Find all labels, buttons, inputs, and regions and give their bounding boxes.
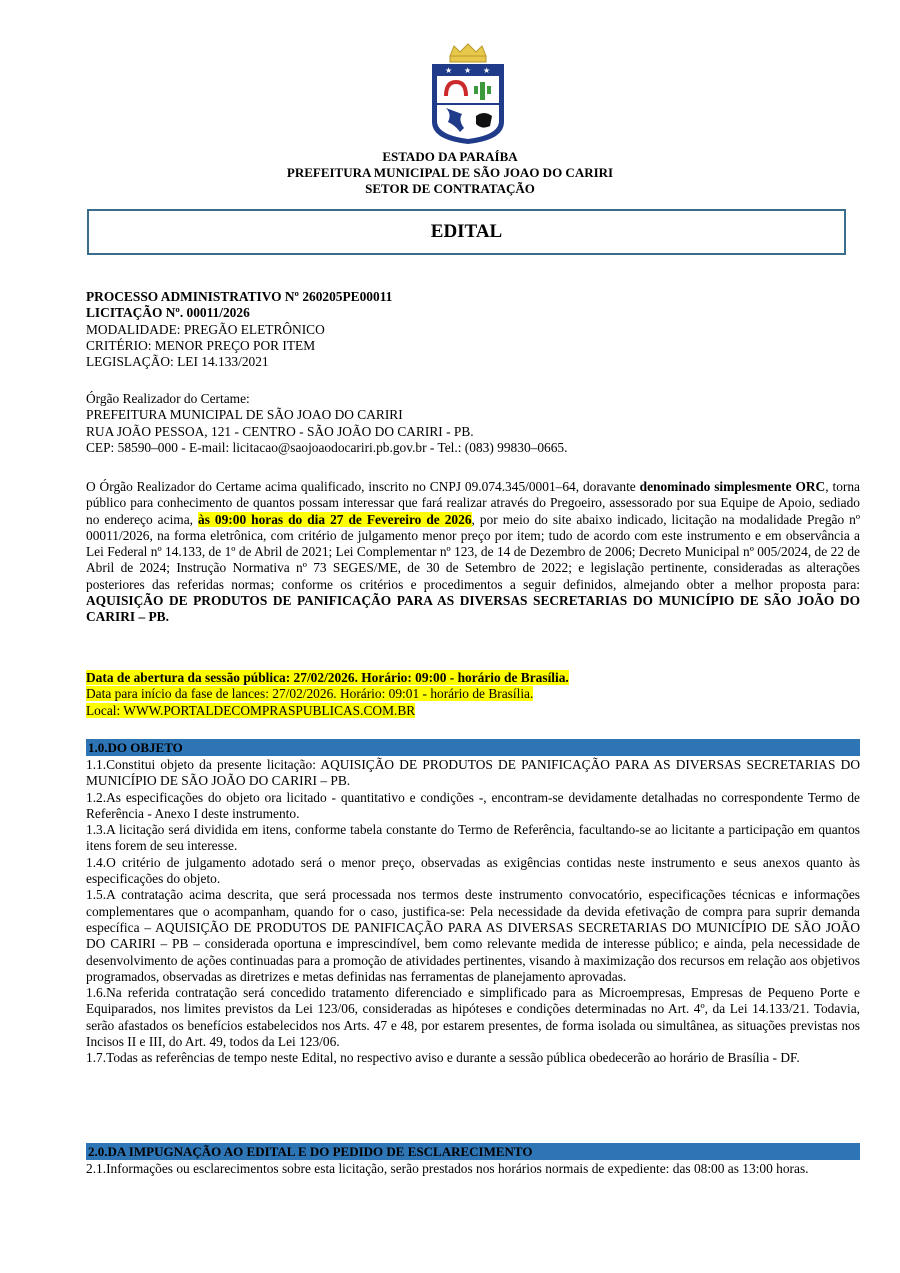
session-location: Local: WWW.PORTALDECOMPRASPUBLICAS.COM.BR	[86, 702, 416, 718]
legislacao: LEGISLAÇÃO: LEI 14.133/2021	[86, 354, 269, 370]
processo-number: PROCESSO ADMINISTRATIVO Nº 260205PE00011	[86, 289, 393, 304]
section-1-title: 1.0.DO OBJETO	[86, 739, 860, 756]
svg-text:★: ★	[464, 66, 472, 75]
edital-title: EDITAL	[87, 209, 846, 255]
orgao-contact: CEP: 58590–000 - E-mail: licitacao@saojoaodocariri.pb.gov.br - Tel.: (083) 99830–0665.	[86, 439, 568, 455]
orgao-info	[86, 391, 860, 456]
orgao-address: RUA JOÃO PESSOA, 121 - CENTRO - SÃO JOÃO DO CARIRI - PB.	[86, 423, 474, 439]
header-setor: SETOR DE CONTRATAÇÃO	[365, 181, 535, 196]
section-1-body	[86, 757, 860, 1067]
intro-bold-object: AQUISIÇÃO DE PRODUTOS DE PANIFICAÇÃO PARA AS DIVERSAS SECRETARIAS DO MUNICÍPIO DE SÃO JOÃO DO CARIRI – PB.	[86, 593, 860, 625]
svg-text:★: ★	[483, 66, 491, 75]
item-1-5: 1.5.A contratação acima descrita, que será processada nos termos deste instrumento convocatório, especificações técnicas e informações complementares que o acompanham, quando for o caso, justifica-se: Pela necessidade da devida efetivação de compra para suprir demanda específica – AQUISIÇÃO DE PRODUTOS DE PANIFICAÇÃO PARA AS DIVERSAS SECRETARIAS DO MUNICÍPIO DE SÃO JOÃO DO CARIRI – PB – considerada oportuna e imprescindível, bem como relevante medida de interesse público; e ainda, pela necessidade de desenvolvimento de ações continuadas para a promoção de atividades pertinentes, visando à maximização dos recursos em relação aos objetivos programados, observadas as diretrizes e metas definidas nas ferramentas de planejamento aprovadas.	[86, 887, 860, 984]
intro-bold-orc: denominado simplesmente ORC	[639, 479, 826, 494]
licitacao-number: LICITAÇÃO Nº. 00011/2026	[86, 305, 250, 321]
session-opening: Data de abertura da sessão pública: 27/02/2026. Horário: 09:00 - horário de Brasília.	[86, 670, 569, 685]
svg-text:★: ★	[445, 66, 453, 75]
header-prefeitura: PREFEITURA MUNICIPAL DE SÃO JOAO DO CARIRI	[286, 165, 614, 180]
intro-highlight-date: às 09:00 horas do dia 27 de Fevereiro de 2026	[198, 511, 472, 527]
intro-text-2: , torna público para conhecimento de quantos possam interessar que fará realizar através do Pregoeiro, assessorado por sua Equipe de Apoio, sediado no endereço acima,	[86, 479, 860, 527]
item-1-7: 1.7.Todas as referências de tempo neste Edital, no respectivo aviso e durante a sessão pública obedecerão ao horário de Brasília - DF.	[86, 1050, 800, 1066]
item-1-1: 1.1.Constitui objeto da presente licitação: AQUISIÇÃO DE PRODUTOS DE PANIFICAÇÃO PARA AS DIVERSAS SECRETARIAS DO MUNICÍPIO DE SÃO JOÃO DO CARIRI – PB.	[86, 757, 860, 789]
item-2-1: 2.1.Informações ou esclarecimentos sobre esta licitação, serão prestados nos horários normais de expediente: das 08:00 as 13:00 horas.	[86, 1161, 809, 1176]
section-2-title: 2.0.DA IMPUGNAÇÃO AO EDITAL E DO PEDIDO DE ESCLARECIMENTO	[86, 1143, 860, 1160]
orgao-label: Órgão Realizador do Certame:	[86, 391, 250, 406]
intro-paragraph	[86, 479, 860, 626]
item-1-4: 1.4.O critério de julgamento adotado será o menor preço, observadas as exigências contidas neste instrumento e seus anexos quanto às especificações do objeto.	[86, 854, 860, 887]
intro-text-1: O Órgão Realizador do Certame acima qualificado, inscrito no CNPJ 09.074.345/0001–64, doravante	[86, 479, 640, 494]
intro-text-3: , por meio do site abaixo indicado, licitação na modalidade Pregão nº 00011/2026, na forma eletrônica, com critério de julgamento menor preço por item; tudo de acordo com este instrumento e em observância a Lei Federal nº 14.133, de 1º de Abril de 2021; Lei Complementar nº 123, de 14 de Dezembro de 2006; Decreto Municipal nº 005/2024, de 22 de Abril de 2024; Instrução Normativa nº 73 SEGES/ME, de 30 de Setembro de 2022; e legislação pertinente, consideradas as alterações posteriores das referidas normas; conforme os critérios e procedimentos a seguir definidos, almejando obter a melhor proposta para:	[86, 511, 860, 592]
item-1-6: 1.6.Na referida contratação será concedido tratamento diferenciado e simplificado para as Microempresas, Empresas de Pequeno Porte e Equiparados, nos limites previstos da Lei 123/06, consideradas as hipóteses e condições determinadas no Art. 4º, da Lei 14.133/21. Todavia, serão afastados os benefícios estabelecidos nos Arts. 47 e 48, por estarem presentes, de forma isolada ou simultânea, as situações previstas nos Incisos II e III, do Art. 49, todos da Lei 123/06.	[86, 985, 860, 1050]
criterio: CRITÉRIO: MENOR PREÇO POR ITEM	[86, 337, 316, 353]
item-1-2: 1.2.As especificações do objeto ora licitado - quantitativo e condições -, encontram-se devidamente detalhadas no correspondente Termo de Referência - Anexo I deste instrumento.	[86, 789, 860, 821]
orgao-name: PREFEITURA MUNICIPAL DE SÃO JOAO DO CARIRI	[86, 407, 403, 423]
header-state: ESTADO DA PARAÍBA	[382, 149, 518, 164]
process-info	[86, 289, 860, 370]
modalidade: MODALIDADE: PREGÃO ELETRÔNICO	[86, 321, 325, 337]
session-bidding: Data para início da fase de lances: 27/02/2026. Horário: 09:01 - horário de Brasília.	[86, 686, 534, 702]
item-1-3: 1.3.A licitação será dividida em itens, conforme tabela constante do Termo de Referência, facultando-se ao licitante a participação em quantos itens forem de seu interesse.	[86, 822, 860, 854]
section-2-body	[86, 1161, 860, 1177]
session-info	[86, 670, 860, 719]
coat-of-arms-icon	[428, 42, 508, 146]
